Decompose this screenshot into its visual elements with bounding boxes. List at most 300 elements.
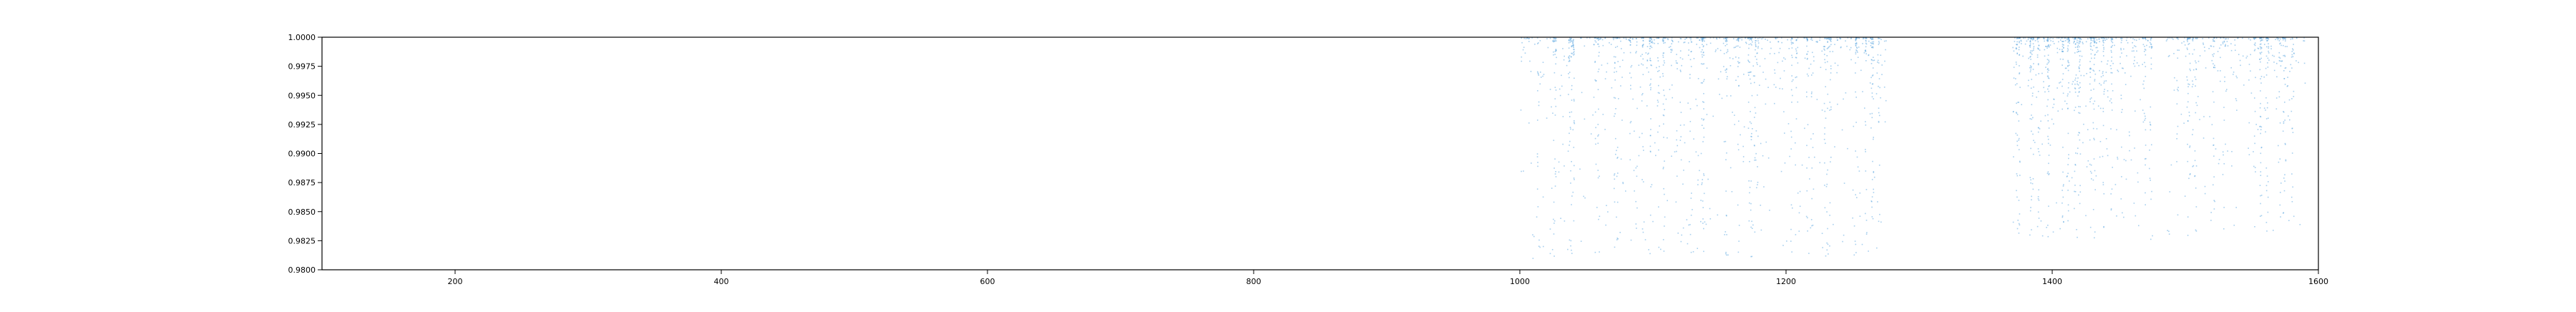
scatter-point (2170, 191, 2171, 192)
scatter-point (2079, 62, 2081, 63)
scatter-point (2276, 77, 2278, 78)
scatter-point (1573, 41, 1574, 42)
scatter-point (1684, 39, 1686, 40)
scatter-point (2085, 215, 2087, 217)
y-tick-label: 0.9900 (288, 149, 316, 159)
scatter-point (2101, 61, 2102, 62)
scatter-point (1626, 39, 1627, 40)
scatter-point (1664, 160, 1665, 162)
scatter-point (1676, 140, 1677, 141)
scatter-point (1666, 99, 1667, 100)
scatter-point (1615, 97, 1616, 99)
scatter-point (2022, 56, 2024, 57)
scatter-point (2267, 175, 2268, 177)
scatter-point (1795, 165, 1796, 166)
scatter-point (2248, 147, 2249, 149)
scatter-point (2275, 39, 2276, 40)
scatter-point (1827, 170, 1828, 171)
scatter-point (2119, 57, 2121, 58)
scatter-point (2019, 223, 2020, 225)
scatter-point (2134, 45, 2135, 47)
scatter-point (2224, 42, 2225, 43)
scatter-point (1636, 51, 1637, 52)
scatter-point (1750, 122, 1751, 123)
scatter-point (2151, 48, 2152, 49)
scatter-point (1569, 116, 1571, 117)
scatter-point (1871, 63, 1873, 64)
scatter-point (1568, 39, 1570, 41)
scatter-point (1758, 42, 1760, 44)
scatter-point (1751, 133, 1752, 135)
scatter-point (1747, 38, 1749, 39)
scatter-point (1629, 133, 1631, 135)
scatter-point (2267, 102, 2268, 104)
scatter-point (2048, 69, 2049, 71)
scatter-point (2125, 84, 2127, 85)
scatter-point (1643, 74, 1644, 75)
scatter-point (2220, 81, 2221, 82)
scatter-point (2268, 181, 2269, 182)
scatter-point (1639, 137, 1641, 138)
scatter-point (1727, 76, 1728, 77)
scatter-point (2038, 148, 2039, 150)
scatter-point (2168, 231, 2170, 233)
scatter-point (2111, 68, 2112, 69)
scatter-point (2096, 42, 2097, 44)
scatter-point (2250, 39, 2251, 41)
scatter-point (2094, 54, 2096, 56)
scatter-point (2050, 44, 2051, 46)
scatter-point (2039, 151, 2040, 152)
scatter-point (2209, 116, 2210, 117)
scatter-point (2290, 64, 2292, 66)
scatter-point (2261, 76, 2263, 77)
scatter-point (1880, 54, 1882, 56)
scatter-point (1860, 192, 1861, 194)
scatter-point (1757, 184, 1758, 185)
scatter-point (1548, 47, 1549, 49)
scatter-point (2074, 191, 2075, 192)
scatter-point (2243, 56, 2244, 57)
scatter-point (1826, 39, 1828, 40)
scatter-point (2116, 215, 2117, 217)
scatter-point (1702, 118, 1703, 120)
scatter-point (1748, 48, 1750, 49)
scatter-point (2111, 61, 2112, 62)
scatter-point (1595, 112, 1596, 113)
scatter-point (1702, 141, 1704, 142)
scatter-point (1750, 136, 1752, 137)
scatter-point (2192, 166, 2194, 167)
scatter-point (1751, 39, 1752, 41)
scatter-point (2063, 185, 2064, 187)
scatter-point (1797, 52, 1798, 54)
scatter-point (1680, 50, 1682, 52)
scatter-point (1649, 253, 1651, 255)
scatter-point (1879, 42, 1880, 44)
scatter-point (2210, 212, 2212, 213)
scatter-point (1730, 167, 1732, 169)
scatter-point (2279, 91, 2280, 92)
scatter-point (2187, 107, 2188, 108)
scatter-point (1556, 57, 1557, 59)
scatter-point (2073, 42, 2074, 44)
scatter-point (2019, 161, 2021, 162)
scatter-point (2136, 51, 2137, 52)
scatter-point (1664, 217, 1666, 218)
scatter-point (1618, 98, 1619, 99)
scatter-point (1650, 79, 1652, 80)
scatter-point (1879, 165, 1880, 166)
scatter-point (2213, 145, 2215, 146)
scatter-point (2068, 158, 2069, 160)
scatter-point (1726, 69, 1727, 71)
scatter-point (1871, 201, 1873, 203)
scatter-point (2143, 81, 2145, 82)
scatter-point (2121, 176, 2122, 177)
scatter-point (1791, 75, 1792, 77)
x-tick-label: 1400 (2042, 277, 2062, 286)
scatter-point (1723, 38, 1724, 39)
scatter-point (2077, 84, 2078, 85)
scatter-point (1837, 104, 1838, 105)
scatter-point (2067, 60, 2069, 62)
scatter-point (1796, 77, 1797, 78)
scatter-point (2110, 128, 2112, 130)
scatter-point (1833, 224, 1834, 225)
scatter-point (1631, 77, 1632, 79)
scatter-point (2288, 220, 2290, 221)
scatter-point (1617, 202, 1619, 203)
scatter-point (1611, 87, 1613, 89)
scatter-point (2185, 44, 2186, 46)
scatter-point (1702, 207, 1704, 208)
scatter-point (1750, 256, 1752, 258)
scatter-point (2093, 128, 2094, 130)
scatter-point (1857, 52, 1858, 53)
scatter-point (2031, 114, 2032, 116)
scatter-point (1537, 153, 1538, 155)
scatter-point (1681, 160, 1682, 161)
scatter-point (1614, 175, 1615, 176)
scatter-point (2289, 120, 2290, 121)
scatter-point (2151, 57, 2152, 59)
scatter-point (2260, 82, 2262, 84)
scatter-point (1756, 62, 1757, 64)
scatter-point (1540, 84, 1541, 85)
scatter-point (1571, 204, 1572, 205)
scatter-point (1742, 39, 1743, 41)
scatter-point (2031, 196, 2032, 198)
scatter-point (1737, 76, 1739, 77)
scatter-point (1643, 181, 1644, 182)
scatter-point (1717, 39, 1718, 40)
scatter-point (1662, 55, 1664, 57)
scatter-point (1830, 39, 1831, 40)
scatter-point (1842, 241, 1843, 243)
scatter-point (1642, 93, 1644, 94)
scatter-point (1657, 43, 1659, 44)
scatter-point (2103, 40, 2104, 42)
scatter-point (2075, 39, 2077, 40)
scatter-point (1796, 118, 1797, 120)
scatter-point (2074, 39, 2075, 40)
scatter-point (2115, 184, 2117, 185)
scatter-point (2039, 45, 2040, 47)
scatter-point (2234, 225, 2235, 226)
scatter-point (2048, 62, 2049, 64)
scatter-point (1591, 133, 1592, 135)
scatter-point (2104, 89, 2105, 90)
scatter-point (1824, 59, 1825, 61)
scatter-point (1824, 185, 1825, 186)
scatter-point (2268, 47, 2270, 49)
scatter-point (1765, 58, 1766, 59)
scatter-point (2121, 198, 2122, 200)
scatter-point (1737, 46, 1739, 47)
scatter-point (2031, 104, 2033, 105)
scatter-point (2121, 40, 2122, 42)
scatter-point (2268, 117, 2269, 119)
scatter-point (1642, 47, 1644, 48)
scatter-point (2205, 67, 2207, 69)
scatter-point (2150, 130, 2152, 131)
scatter-point (1649, 46, 1651, 47)
scatter-point (1574, 122, 1575, 123)
scatter-point (1824, 46, 1825, 47)
scatter-point (1725, 253, 1727, 255)
scatter-point (2019, 42, 2020, 44)
scatter-point (1679, 102, 1681, 103)
scatter-point (1816, 42, 1818, 43)
scatter-point (1689, 224, 1691, 225)
scatter-point (1598, 143, 1599, 145)
scatter-point (1873, 57, 1874, 58)
scatter-point (2196, 69, 2197, 70)
scatter-point (2031, 87, 2032, 89)
scatter-point (2150, 39, 2152, 41)
scatter-point (1702, 223, 1704, 224)
scatter-point (2273, 230, 2274, 231)
scatter-point (1830, 68, 1832, 69)
scatter-point (2253, 38, 2255, 39)
scatter-point (1703, 93, 1704, 94)
scatter-point (2062, 190, 2063, 191)
scatter-point (2212, 39, 2214, 40)
scatter-point (1540, 72, 1541, 73)
scatter-point (1792, 39, 1793, 40)
scatter-point (2250, 70, 2251, 72)
scatter-point (2142, 64, 2143, 65)
scatter-point (1639, 155, 1640, 157)
scatter-point (1760, 143, 1762, 145)
x-tick-label: 1000 (1510, 277, 1530, 286)
scatter-point (2081, 75, 2082, 77)
scatter-point (1636, 223, 1637, 225)
scatter-point (1534, 44, 1536, 45)
scatter-point (1550, 228, 1551, 230)
scatter-point (1678, 42, 1679, 43)
scatter-point (1750, 72, 1751, 73)
scatter-point (1599, 176, 1600, 177)
scatter-point (1689, 77, 1691, 79)
scatter-point (2039, 155, 2041, 156)
scatter-point (2218, 51, 2219, 52)
scatter-point (2054, 43, 2055, 44)
scatter-point (2265, 68, 2267, 69)
scatter-point (1783, 111, 1785, 112)
scatter-point (2079, 88, 2080, 89)
scatter-point (2047, 37, 2049, 39)
scatter-point (2200, 55, 2201, 57)
scatter-point (2074, 52, 2076, 54)
scatter-point (2285, 160, 2287, 162)
scatter-point (1658, 85, 1659, 87)
scatter-point (1658, 150, 1659, 151)
scatter-point (1751, 221, 1752, 223)
scatter-point (2031, 52, 2032, 54)
scatter-point (1812, 39, 1813, 41)
scatter-point (1817, 99, 1818, 100)
scatter-point (2078, 112, 2079, 114)
scatter-point (2068, 154, 2069, 155)
scatter-point (1751, 123, 1752, 125)
scatter-point (1521, 42, 1523, 44)
scatter-point (1568, 42, 1570, 44)
scatter-point (1872, 161, 1873, 162)
scatter-point (1636, 166, 1638, 167)
scatter-point (2293, 132, 2294, 133)
scatter-point (2195, 150, 2196, 152)
scatter-point (1811, 93, 1813, 94)
scatter-point (1871, 59, 1873, 61)
scatter-point (2047, 136, 2049, 137)
scatter-point (2145, 204, 2146, 205)
scatter-point (1646, 52, 1647, 54)
scatter-point (1830, 40, 1831, 42)
scatter-point (2129, 135, 2130, 137)
scatter-point (1556, 106, 1557, 107)
scatter-point (1807, 218, 1808, 219)
scatter-point (1881, 74, 1883, 75)
scatter-point (1872, 97, 1873, 98)
scatter-point (2068, 82, 2069, 84)
scatter-point (2068, 133, 2069, 135)
scatter-point (2078, 106, 2079, 107)
scatter-point (1672, 41, 1674, 42)
scatter-point (2048, 44, 2049, 46)
scatter-point (2080, 192, 2082, 193)
scatter-point (2282, 60, 2283, 62)
scatter-point (2292, 187, 2293, 188)
scatter-point (1766, 142, 1767, 143)
scatter-point (2062, 215, 2064, 217)
scatter-point (2195, 77, 2196, 78)
scatter-point (2019, 175, 2021, 176)
scatter-point (1807, 59, 1808, 60)
scatter-point (1857, 157, 1858, 158)
scatter-point (2094, 40, 2095, 42)
scatter-point (1689, 131, 1691, 132)
scatter-point (1631, 65, 1633, 67)
scatter-point (2091, 46, 2092, 47)
scatter-point (2016, 44, 2017, 45)
scatter-point (1735, 57, 1737, 58)
scatter-point (1553, 255, 1555, 257)
scatter-point (2103, 51, 2104, 52)
scatter-point (2074, 41, 2075, 42)
scatter-point (1864, 52, 1865, 54)
scatter-point (1672, 49, 1673, 50)
scatter-point (2280, 61, 2281, 62)
scatter-point (2021, 104, 2022, 105)
scatter-point (2031, 199, 2032, 200)
scatter-point (1878, 62, 1880, 64)
scatter-point (1866, 232, 1868, 233)
scatter-point (1643, 232, 1644, 233)
scatter-point (1727, 78, 1728, 79)
scatter-point (2122, 213, 2123, 214)
scatter-point (1754, 145, 1755, 146)
scatter-point (2072, 84, 2073, 85)
scatter-point (2067, 51, 2069, 52)
scatter-point (2013, 111, 2014, 112)
scatter-point (2260, 49, 2262, 50)
scatter-point (2187, 86, 2189, 87)
scatter-point (1690, 52, 1692, 53)
scatter-point (1664, 225, 1665, 227)
scatter-point (2016, 112, 2017, 113)
scatter-point (1738, 150, 1740, 151)
scatter-point (1546, 38, 1548, 39)
scatter-point (1614, 97, 1615, 99)
scatter-point (2254, 143, 2255, 145)
scatter-point (1760, 66, 1761, 67)
scatter-point (1681, 235, 1682, 236)
scatter-point (1649, 84, 1651, 86)
scatter-point (1701, 63, 1702, 64)
scatter-point (1885, 122, 1886, 123)
scatter-point (2019, 65, 2020, 67)
scatter-point (1735, 47, 1736, 48)
scatter-point (1537, 162, 1538, 163)
scatter-point (1650, 215, 1652, 216)
scatter-point (1806, 145, 1807, 147)
scatter-point (2183, 122, 2185, 124)
scatter-point (2144, 113, 2145, 114)
scatter-point (2035, 40, 2036, 42)
scatter-point (2254, 39, 2255, 40)
scatter-point (1689, 161, 1690, 162)
scatter-point (1629, 39, 1630, 41)
scatter-point (1677, 233, 1679, 234)
scatter-point (1702, 125, 1703, 126)
scatter-point (2292, 39, 2293, 40)
scatter-point (2138, 65, 2140, 67)
scatter-point (1725, 190, 1727, 192)
scatter-point (2030, 72, 2031, 73)
scatter-point (2214, 41, 2215, 42)
scatter-point (1760, 205, 1762, 206)
scatter-point (1647, 60, 1649, 62)
scatter-point (1703, 119, 1704, 120)
scatter-point (1560, 95, 1561, 97)
scatter-point (1681, 38, 1682, 39)
scatter-point (2069, 92, 2071, 93)
scatter-point (2285, 56, 2286, 57)
scatter-point (1571, 250, 1572, 251)
scatter-point (1824, 127, 1825, 129)
